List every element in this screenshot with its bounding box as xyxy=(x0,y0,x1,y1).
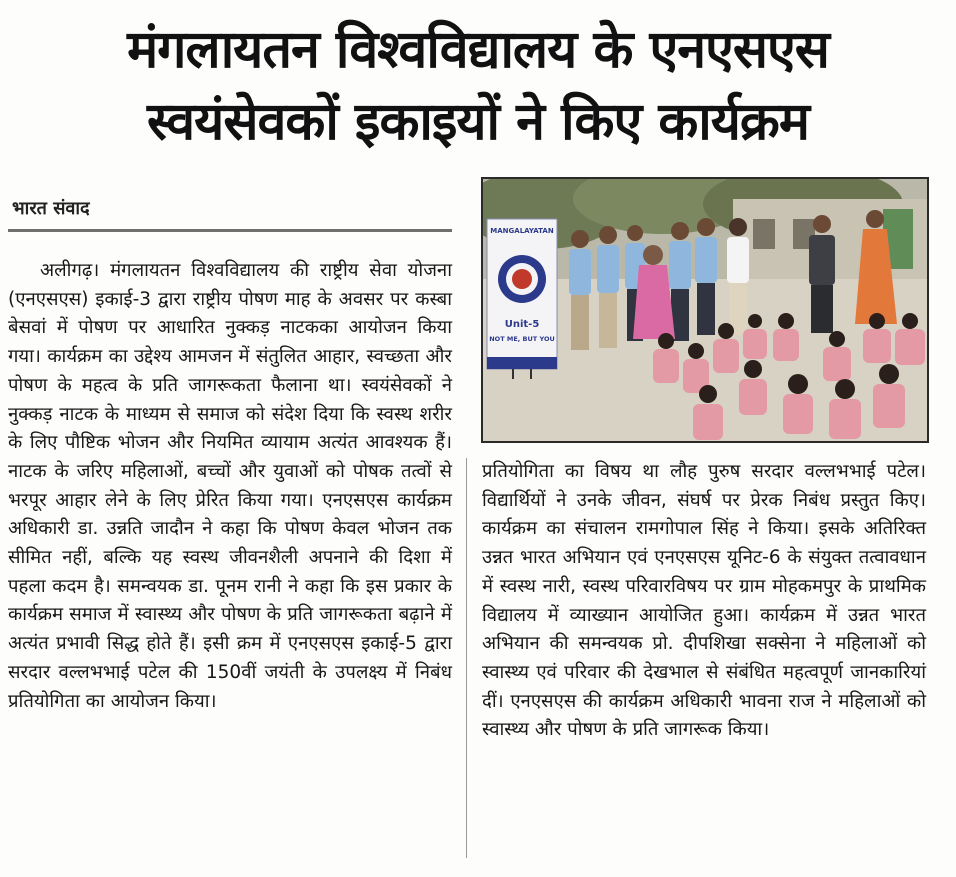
event-photo xyxy=(481,177,929,443)
headline-line-1: मंगलायतन विश्वविद्यालय के एनएसएस xyxy=(127,20,829,80)
headline-line-2: स्वयंसेवकों इकाइयों ने किए कार्यक्रम xyxy=(147,92,809,152)
column-divider xyxy=(466,458,467,858)
article-body-left-column: अलीगढ़। मंगलायतन विश्वविद्यालय की राष्ट्रीय सेवा योजना (एनएसएस) इकाई-3 द्वारा राष्ट्रीय पोषण माह के अवसर पर कस्बा बेसवां में पोषण पर आधारित नुक्कड़ नाटकका आयोजन किया गया। कार्यक्रम का उद्देश्य आमजन में संतुलित आहार, स्वच्छता और पोषण के महत्व के प्रति जागरूकता फैलाना था। स्वयंसेवकों ने नुक्कड़ नाटक के माध्यम से समाज को संदेश दिया कि स्वस्थ शरीर के लिए पौष्टिक भोजन और नियमित व्यायाम अत्यंत आवश्यक हैं। नाटक के जरिए महिलाओं, बच्चों और युवाओं को पोषक तत्वों से भरपूर आहार लेने के लिए प्रेरित किया गया। एनएसएस कार्यक्रम अधिकारी डा. उन्नति जादौन ने कहा कि पोषण केवल भोजन तक सीमित नहीं, बल्कि यह स्वस्थ जीवनशैली अपनाने की दिशा में पहला कदम है। समन्वयक डा. पूनम रानी ने कहा कि इस प्रकार के कार्यक्रम समाज में स्वास्थ्य और पोषण के प्रति जागरूकता बढ़ाने में अत्यंत प्रभावी सिद्ध होते हैं। इसी क्रम में एनएसएस इकाई-5 द्वारा सरदार वल्लभभाई पटेल की 150वीं जयंती के उपलक्ष्य में निबंध प्रतियोगिता का आयोजन किया। xyxy=(8,260,452,712)
banner-title: MANGALAYATAN xyxy=(490,227,554,235)
event-photo-illustration xyxy=(483,179,927,441)
byline: भारत संवाद xyxy=(12,198,90,219)
byline-rule xyxy=(8,229,452,232)
banner-motto: NOT ME, BUT YOU xyxy=(489,335,555,343)
nss-banner xyxy=(487,219,557,379)
article-body-right-column: प्रतियोगिता का विषय था लौह पुरुष सरदार वल्लभभाई पटेल। विद्यार्थियों ने उनके जीवन, संघर्ष पर प्रेरक निबंध प्रस्तुत किए। कार्यक्रम का संचालन रामगोपाल सिंह ने किया। इसके अतिरिक्त उन्नत भारत अभियान एवं एनएसएस यूनिट-6 के संयुक्त तत्वावधान में स्वस्थ नारी, स्वस्थ परिवारविषय पर ग्राम मोहकमपुर के प्राथमिक विद्यालय में व्याख्यान आयोजित हुआ। कार्यक्रम में उन्नत भारत अभियान की समन्वयक प्रो. दीपशिखा सक्सेना ने महिलाओं को स्वास्थ्य एवं परिवार की देखभाल से संबंधित महत्वपूर्ण जानकारियां दीं। एनएसएस की कार्यक्रम अधिकारी भावना राज ने महिलाओं को स्वास्थ्य और पोषण के प्रति जागरूक किया। xyxy=(482,461,926,741)
banner-unit: Unit-5 xyxy=(504,319,540,330)
